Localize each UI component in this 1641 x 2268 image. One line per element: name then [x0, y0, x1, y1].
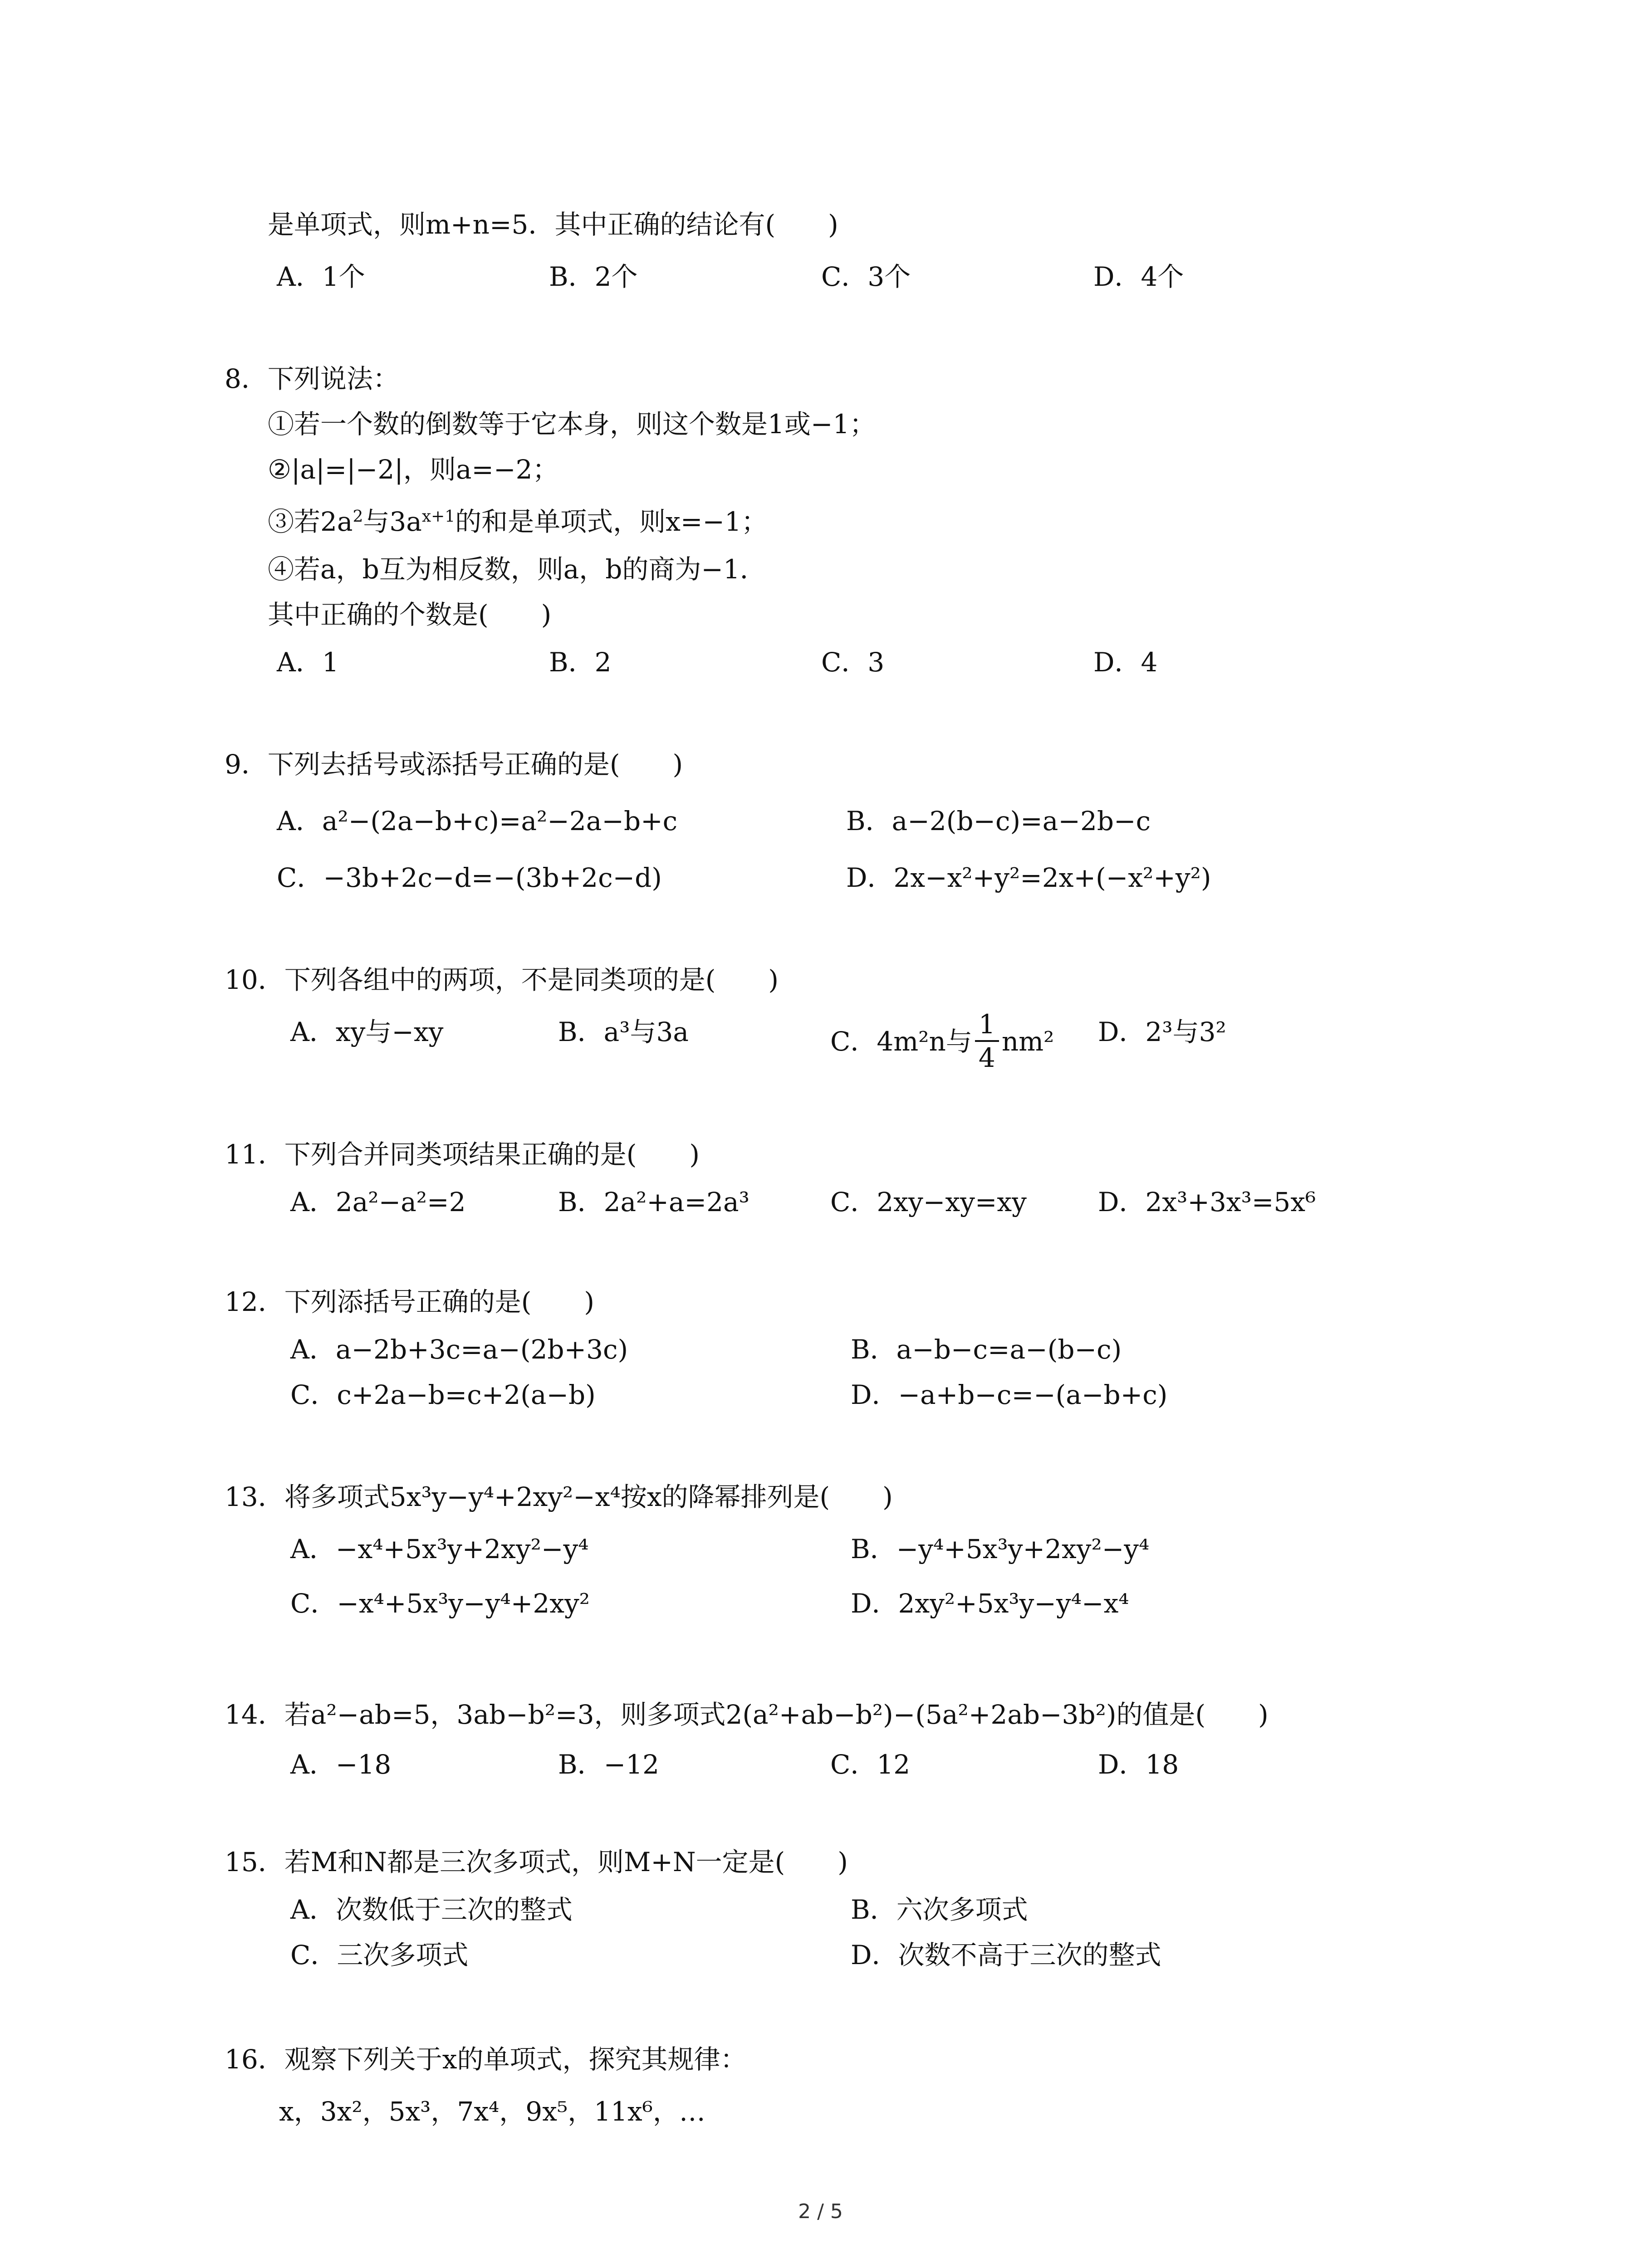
page-number: 2 / 5	[798, 2200, 843, 2223]
q16-title: 16．观察下列关于x的单项式，探究其规律：	[225, 2044, 747, 2075]
q7-option-c: C．3个	[821, 261, 911, 292]
q7-option-b: B．2个	[549, 261, 638, 292]
q15-title: 15．若M和N都是三次多项式，则M+N一定是( )	[225, 1847, 848, 1877]
q8-option-b: B．2	[549, 647, 612, 678]
q13-option-a: A．−x⁴+5x³y+2xy²−y⁴	[290, 1534, 589, 1564]
q9-option-d: D．2x−x²+y²=2x+(−x²+y²)	[846, 862, 1211, 893]
q15-option-a: A．次数低于三次的整式	[290, 1894, 573, 1925]
q14-title: 14．若a²−ab=5，3ab−b²=3，则多项式2(a²+ab−b²)−(5a²+2ab−3b²)的值是( )	[225, 1699, 1269, 1730]
q7-option-d: D．4个	[1093, 261, 1184, 292]
q10-option-b: B．a³与3a	[558, 1017, 689, 1047]
q15-option-c: C．三次多项式	[290, 1940, 469, 1970]
q9-option-b: B．a−2(b−c)=a−2b−c	[846, 806, 1151, 836]
q9-title: 9．下列去括号或添括号正确的是( )	[225, 749, 683, 780]
q12-title: 12．下列添括号正确的是( )	[225, 1286, 595, 1317]
q12-option-d: D．−a+b−c=−(a−b+c)	[851, 1379, 1168, 1410]
q8-option-a: A．1	[277, 647, 339, 678]
q12-option-c: C．c+2a−b=c+2(a−b)	[290, 1379, 596, 1410]
q7-option-a: A．1个	[277, 261, 365, 292]
fraction-one-quarter: $\frac{1}{4}$	[975, 1011, 999, 1071]
q11-option-d: D．2x³+3x³=5x⁶	[1098, 1187, 1316, 1217]
q14-option-c: C．12	[830, 1749, 911, 1780]
q11-title: 11．下列合并同类项结果正确的是( )	[225, 1139, 700, 1170]
q8-item-4: ④若a，b互为相反数，则a，b的商为−1．	[268, 554, 766, 585]
q9-option-a: A．a²−(2a−b+c)=a²−2a−b+c	[277, 806, 678, 836]
q16-sequence: x，3x²，5x³，7x⁴，9x⁵，11x⁶，…	[279, 2096, 705, 2127]
q12-option-a: A．a−2b+3c=a−(2b+3c)	[290, 1334, 628, 1365]
q15-option-d: D．次数不高于三次的整式	[851, 1940, 1161, 1970]
q15-option-b: B．六次多项式	[851, 1894, 1028, 1925]
q13-option-b: B．−y⁴+5x³y+2xy²−y⁴	[851, 1534, 1150, 1564]
q11-option-a: A．2a²−a²=2	[290, 1187, 466, 1217]
q14-option-b: B．−12	[558, 1749, 660, 1780]
q10-option-c: C．4m²n与 $\frac{1}{4}$ nm²	[830, 1009, 1054, 1073]
q10-option-d: D．2³与3²	[1098, 1017, 1226, 1047]
q11-option-c: C．2xy−xy=xy	[830, 1187, 1027, 1217]
q10-title: 10．下列各组中的两项，不是同类项的是( )	[225, 964, 779, 995]
q10-option-a: A．xy与−xy	[290, 1017, 444, 1047]
q8-item-1: ①若一个数的倒数等于它本身，则这个数是1或−1；	[268, 409, 876, 440]
q12-option-b: B．a−b−c=a−(b−c)	[851, 1334, 1122, 1365]
q14-option-d: D．18	[1098, 1749, 1179, 1780]
q11-option-b: B．2a²+a=2a³	[558, 1187, 749, 1217]
q8-option-c: C．3	[821, 647, 885, 678]
q13-title: 13．将多项式5x³y−y⁴+2xy²−x⁴按x的降幂排列是( )	[225, 1481, 893, 1512]
q13-option-c: C．−x⁴+5x³y−y⁴+2xy²	[290, 1588, 590, 1619]
q13-option-d: D．2xy²+5x³y−y⁴−x⁴	[851, 1588, 1129, 1619]
q7-stem-tail: 是单项式，则m+n=5．其中正确的结论有( )	[268, 209, 838, 240]
q8-title: 8．下列说法：	[225, 363, 399, 394]
q9-option-c: C．−3b+2c−d=−(3b+2c−d)	[277, 862, 662, 893]
q8-item-2: ②|a|=|−2|，则a=−2；	[268, 454, 559, 485]
q14-option-a: A．−18	[290, 1749, 392, 1780]
q8-option-d: D．4	[1093, 647, 1158, 678]
q8-item-3: ③若$2a^2$与$3a^{x+1}$的和是单项式，则x=−1；	[268, 506, 768, 537]
q8-question: 其中正确的个数是( )	[268, 599, 552, 630]
